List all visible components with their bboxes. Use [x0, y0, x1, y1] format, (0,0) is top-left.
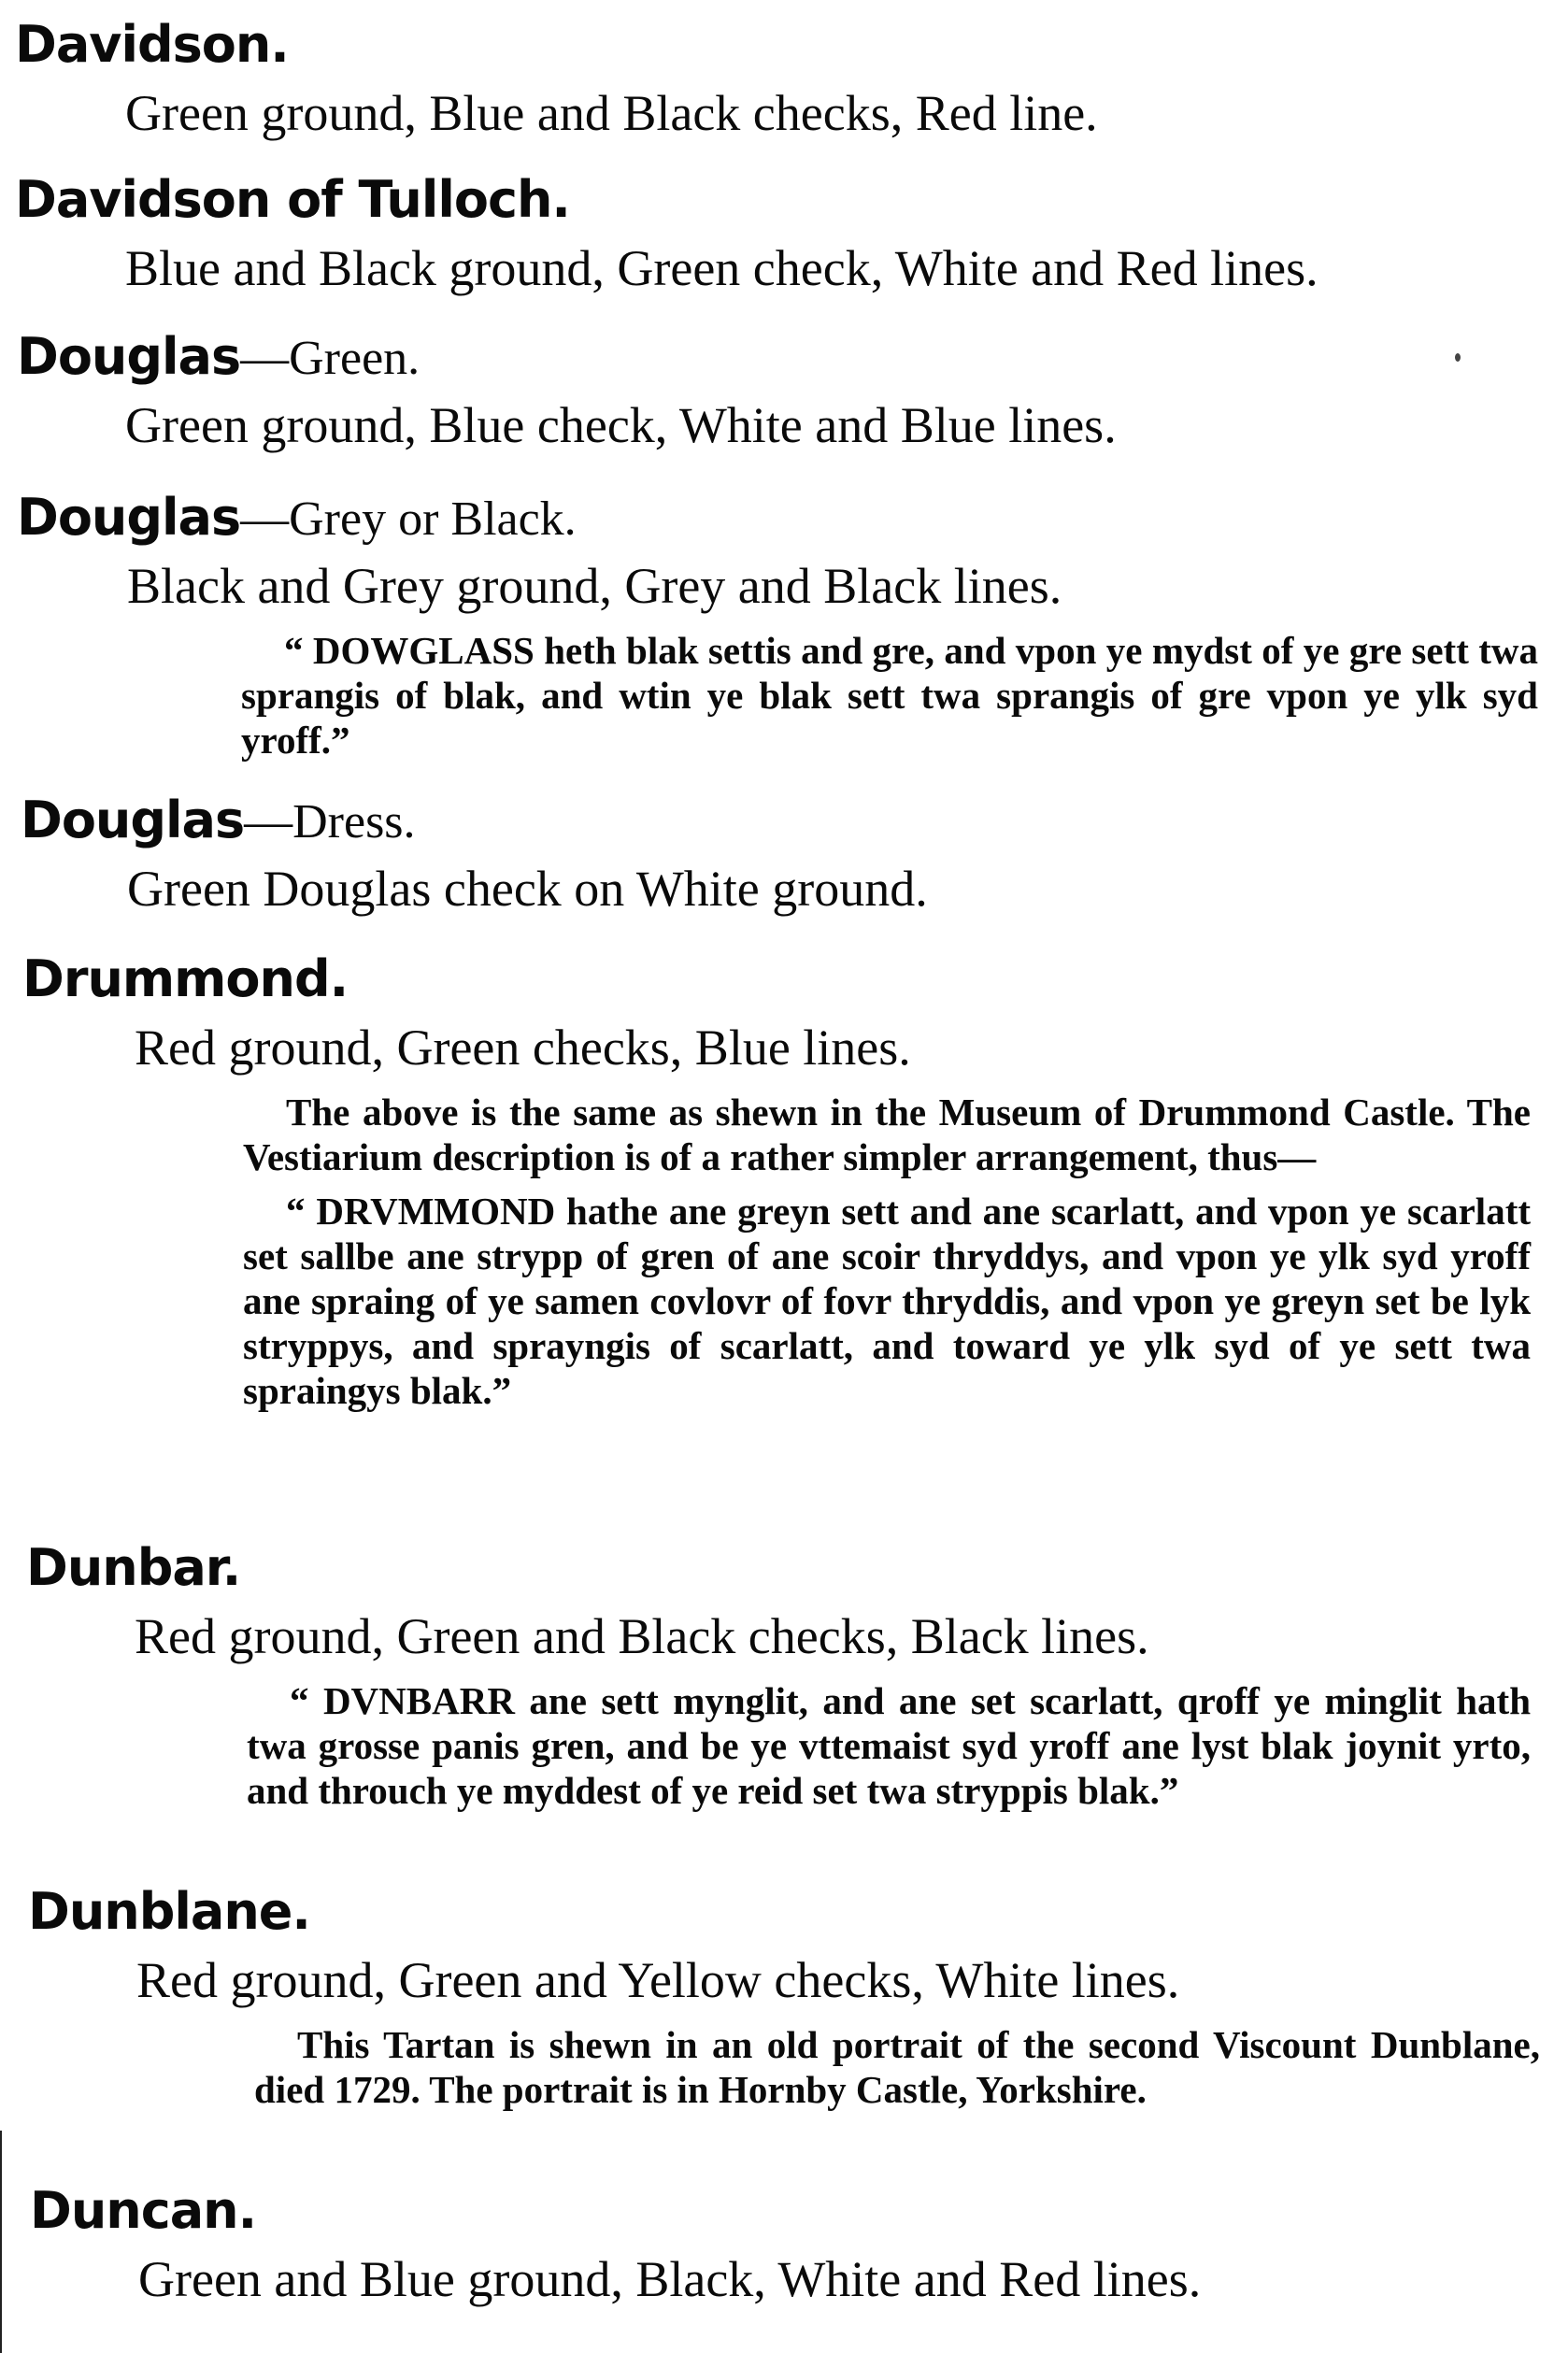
- clan-name: Dunblane.: [28, 1882, 310, 1941]
- entry-heading: [0, 17, 1568, 75]
- tartan-description: Red ground, Green and Black checks, Black lines.: [135, 1608, 1149, 1664]
- entry-douglas-green: [0, 329, 1568, 456]
- clan-name: Davidson.: [15, 15, 289, 74]
- clan-name: Davidson of Tulloch.: [15, 170, 570, 229]
- entry-heading: [0, 329, 1568, 387]
- entry-duncan: [0, 2183, 1568, 2310]
- tartan-description: Black and Grey ground, Grey and Black lines.: [127, 558, 1062, 614]
- clan-name: Douglas: [17, 327, 241, 386]
- entry-dunbar: [0, 1540, 1568, 1813]
- tartan-description: Blue and Black ground, Green check, White and Red lines.: [125, 240, 1319, 296]
- clan-qualifier: —Dress.: [244, 795, 416, 849]
- note-paragraph: The above is the same as shewn in the Museum of Drummond Castle. The Vestiarium description is of a rather simpler arrangement, thus—: [243, 1091, 1531, 1178]
- entry-davidson-of-tulloch: [0, 172, 1568, 299]
- note-paragraph: “ DOWGLASS heth blak settis and gre, and vpon ye mydst of ye gre sett twa sprangis of blak, and wtin ye blak sett twa sprangis of gre vpon ye ylk syd yroff.”: [241, 629, 1538, 762]
- entry-heading: [0, 2183, 1568, 2241]
- clan-name: Drummond.: [22, 949, 349, 1008]
- clan-qualifier: —Green.: [240, 332, 421, 385]
- entry-dunblane: [0, 1884, 1568, 2112]
- entry-heading: [0, 951, 1568, 1009]
- entry-heading: [0, 1884, 1568, 1942]
- entry-heading: [0, 1540, 1568, 1598]
- clan-name: Duncan.: [30, 2181, 257, 2240]
- entry-heading: [0, 172, 1568, 230]
- entry-douglas-grey: [0, 490, 1568, 763]
- tartan-description: Red ground, Green and Yellow checks, White lines.: [136, 1952, 1180, 2008]
- tartan-description: Green ground, Blue and Black checks, Red line.: [125, 85, 1098, 141]
- clan-qualifier: —Grey or Black.: [240, 492, 577, 546]
- entry-drummond: [0, 951, 1568, 1413]
- tartan-description: Green ground, Blue check, White and Blue lines.: [125, 397, 1117, 453]
- historical-notes: [0, 1090, 1568, 1413]
- vestiarium-quote: “ DRVMMOND hathe ane greyn sett and ane scarlatt, and vpon ye scarlatt set sallbe ane strypp of gren of ane scoir thryddys, and vpon ye ylk syd yroff ane spraing of ye samen covlovr of fovr thryddis, and vpon ye greyn set be lyk stryppys, and sprayngis of scarlatt, and toward ye ylk syd of ye sett twa spraingys blak.”: [243, 1190, 1531, 1412]
- tartan-description: Green and Blue ground, Black, White and Red lines.: [138, 2251, 1202, 2307]
- historical-notes: [0, 2022, 1568, 2112]
- tartan-description: Green Douglas check on White ground.: [127, 861, 928, 917]
- note-paragraph: “ DVNBARR ane sett mynglit, and ane set scarlatt, qroff ye minglit hath twa grosse panis gren, and be ye vttemaist syd yroff ane lyst blak joynit yrto, and throuch ye myddest of ye reid set twa stryppis blak.”: [247, 1679, 1531, 1812]
- clan-name: Douglas: [21, 791, 245, 849]
- note-paragraph: This Tartan is shewn in an old portrait of the second Viscount Dunblane, died 1729. The portrait is in Hornby Castle, Yorkshire.: [254, 2023, 1540, 2111]
- clan-name: Dunbar.: [26, 1538, 241, 1597]
- clan-name: Douglas: [17, 488, 241, 547]
- entry-douglas-dress: [0, 792, 1568, 920]
- entry-davidson: [0, 17, 1568, 144]
- vestiarium-quote: [0, 1678, 1568, 1813]
- entry-heading: [0, 792, 1568, 850]
- vestiarium-quote: [0, 628, 1568, 763]
- entry-heading: [0, 490, 1568, 548]
- tartan-description: Red ground, Green checks, Blue lines.: [135, 1020, 911, 1076]
